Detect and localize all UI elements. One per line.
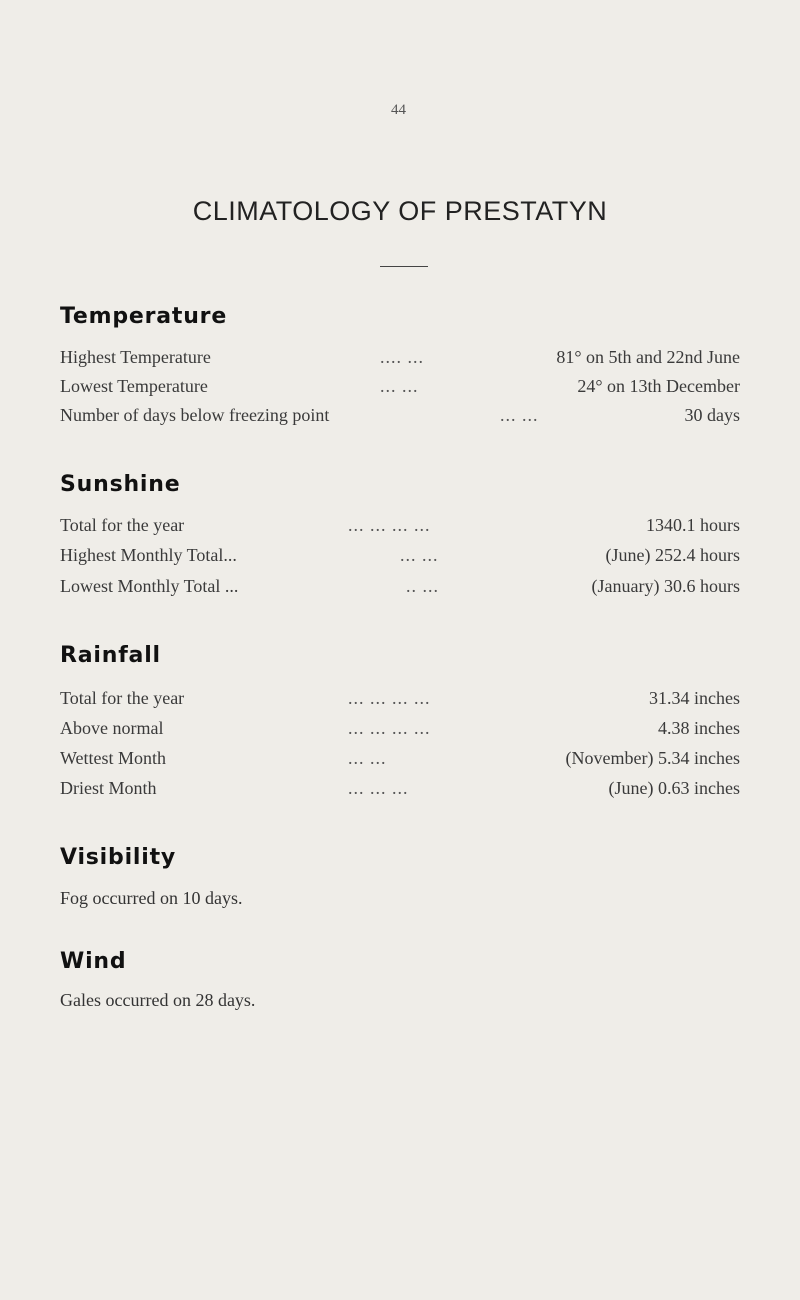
row-label: Lowest Temperature bbox=[60, 376, 208, 396]
temperature-row bbox=[60, 347, 740, 373]
row-value: 31.34 inches bbox=[649, 688, 740, 708]
rainfall-row bbox=[60, 778, 740, 804]
row-label: Highest Temperature bbox=[60, 347, 211, 367]
sunshine-row bbox=[60, 515, 740, 541]
temperature-row bbox=[60, 376, 740, 402]
row-label: Above normal bbox=[60, 718, 164, 738]
leader-dots: ... ... ... bbox=[348, 778, 409, 798]
leader-dots: ... ... bbox=[348, 748, 387, 768]
rainfall-heading: Rainfall bbox=[60, 643, 161, 668]
title-rule bbox=[380, 266, 428, 267]
row-label: Total for the year bbox=[60, 515, 185, 535]
rainfall-row bbox=[60, 748, 740, 774]
leader-dots: ... ... ... ... bbox=[348, 515, 431, 535]
row-label: Highest Monthly Total... bbox=[60, 545, 237, 565]
wind-text: Gales occurred on 28 days. bbox=[60, 990, 256, 1010]
leader-dots: ... ... bbox=[400, 545, 439, 565]
row-label: Number of days below freezing point bbox=[60, 405, 330, 425]
row-value: (June) 0.63 inches bbox=[608, 778, 740, 798]
sunshine-heading: Sunshine bbox=[60, 472, 181, 497]
row-value: 1340.1 hours bbox=[646, 515, 740, 535]
rainfall-row bbox=[60, 718, 740, 744]
row-value: (January) 30.6 hours bbox=[591, 576, 740, 596]
leader-dots: ... ... ... ... bbox=[348, 688, 431, 708]
row-value: 81° on 5th and 22nd June bbox=[556, 347, 740, 367]
row-value: 4.38 inches bbox=[658, 718, 740, 738]
visibility-text: Fog occurred on 10 days. bbox=[60, 888, 243, 908]
temperature-row bbox=[60, 405, 740, 431]
row-value: 30 days bbox=[684, 405, 740, 425]
page-number: 44 bbox=[391, 102, 406, 118]
visibility-heading: Visibility bbox=[60, 845, 177, 870]
row-value: (June) 252.4 hours bbox=[605, 545, 740, 565]
row-label: Driest Month bbox=[60, 778, 157, 798]
leader-dots: .... ... bbox=[380, 347, 424, 367]
wind-heading: Wind bbox=[60, 949, 127, 974]
leader-dots: ... ... bbox=[380, 376, 419, 396]
sunshine-row bbox=[60, 545, 740, 571]
leader-dots: .. ... bbox=[406, 576, 439, 596]
row-label: Lowest Monthly Total ... bbox=[60, 576, 239, 596]
row-value: (November) 5.34 inches bbox=[565, 748, 740, 768]
row-value: 24° on 13th December bbox=[577, 376, 740, 396]
rainfall-row bbox=[60, 688, 740, 714]
temperature-heading: Temperature bbox=[60, 304, 228, 329]
page-title: CLIMATOLOGY OF PRESTATYN bbox=[192, 196, 608, 226]
row-label: Wettest Month bbox=[60, 748, 167, 768]
leader-dots: ... ... bbox=[500, 405, 539, 425]
leader-dots: ... ... ... ... bbox=[348, 718, 431, 738]
row-label: Total for the year bbox=[60, 688, 185, 708]
sunshine-row bbox=[60, 576, 740, 602]
